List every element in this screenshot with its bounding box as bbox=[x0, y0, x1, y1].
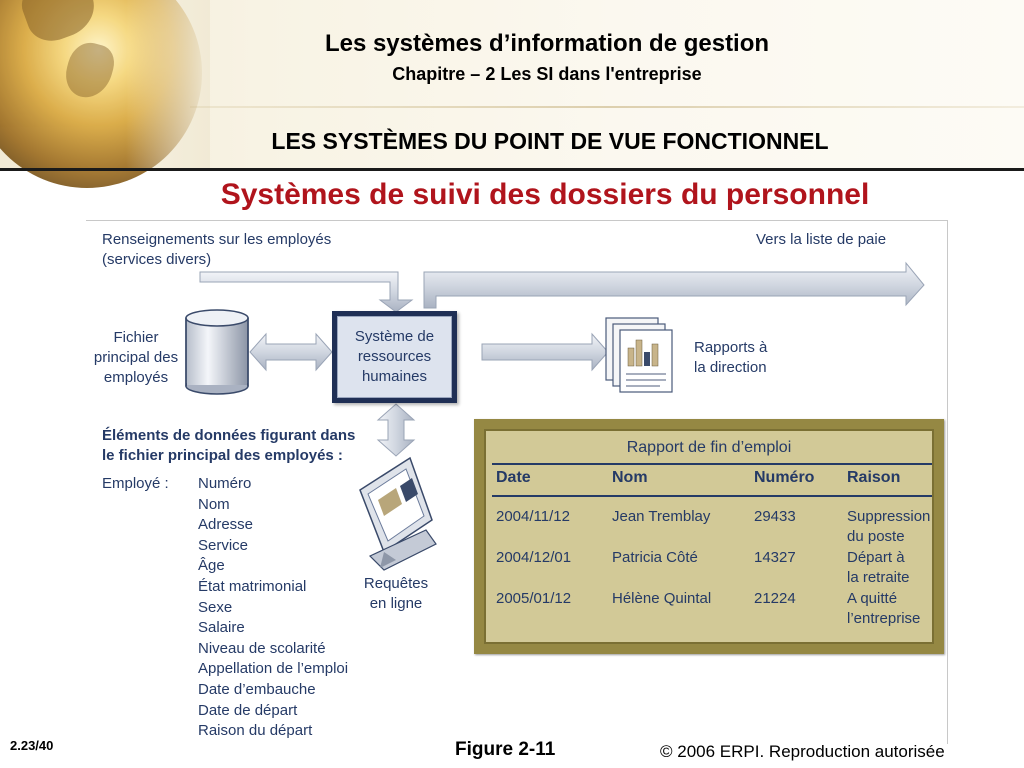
hr-system-label: Système de ressources humaines bbox=[337, 316, 452, 398]
report-column-header: Date bbox=[496, 469, 531, 486]
data-element-item: Âge bbox=[198, 557, 225, 575]
report-column-rule bbox=[492, 495, 932, 497]
report-cell-reason: Départ à la retraite bbox=[847, 549, 910, 586]
data-element-item: Adresse bbox=[198, 516, 254, 534]
header-divider-line bbox=[0, 168, 1024, 171]
presentation-title: Les systèmes d’information de gestion bbox=[324, 30, 770, 57]
data-element-item: Sexe bbox=[198, 598, 233, 616]
termination-report bbox=[474, 419, 944, 654]
report-title: Rapport de fin d’emploi bbox=[626, 439, 792, 456]
master-file-label: Fichier principal des employés bbox=[93, 329, 179, 386]
reports-label: Rapports à la direction bbox=[694, 339, 768, 376]
data-element-item: Salaire bbox=[198, 619, 245, 637]
chapter-subtitle: Chapitre – 2 Les SI dans l'entreprise bbox=[392, 64, 702, 84]
employee-label: Employé : bbox=[102, 475, 169, 492]
report-cell-name: Jean Tremblay bbox=[612, 508, 711, 525]
copyright-notice: © 2006 ERPI. Reproduction autorisée bbox=[660, 742, 945, 761]
report-cell-reason: A quitté l’entreprise bbox=[847, 590, 921, 627]
hr-system-box bbox=[332, 311, 457, 403]
report-cell-name: Hélène Quintal bbox=[612, 590, 712, 607]
report-column-header: Raison bbox=[847, 469, 901, 486]
data-element-item: Date de départ bbox=[198, 701, 298, 719]
report-cell-date: 2004/12/01 bbox=[496, 549, 572, 566]
report-cell-number: 29433 bbox=[754, 508, 796, 525]
report-column-header: Numéro bbox=[754, 469, 815, 486]
data-element-item: État matrimonial bbox=[198, 578, 307, 595]
data-element-item: Appellation de l’emploi bbox=[198, 660, 349, 678]
data-element-item: Numéro bbox=[198, 475, 252, 492]
termination-report-panel bbox=[484, 429, 934, 644]
online-queries-label: Requêtes en ligne bbox=[363, 575, 429, 612]
data-element-item: Service bbox=[198, 536, 249, 554]
page-number: 2.23/40 bbox=[10, 738, 54, 753]
report-header-rule bbox=[492, 463, 932, 465]
section-heading: LES SYSTÈMES DU POINT DE VUE FONCTIONNEL bbox=[271, 128, 829, 154]
input-info-label: Renseignements sur les employés (services divers) bbox=[102, 231, 332, 268]
report-column-header: Nom bbox=[612, 469, 648, 486]
report-cell-number: 21224 bbox=[754, 590, 796, 607]
data-element-item: Date d’embauche bbox=[198, 681, 316, 698]
data-element-item: Raison du départ bbox=[198, 722, 313, 740]
figure-caption: Figure 2-11 bbox=[455, 739, 556, 760]
report-cell-name: Patricia Côté bbox=[612, 549, 698, 566]
slide-title: Systèmes de suivi des dossiers du personnel bbox=[220, 178, 870, 211]
report-cell-date: 2004/11/12 bbox=[496, 508, 570, 525]
report-cell-reason: Suppression du poste bbox=[847, 508, 931, 545]
data-elements-title: Éléments de données figurant dans le fichier principal des employés : bbox=[102, 427, 356, 464]
data-element-item: Niveau de scolarité bbox=[198, 639, 326, 657]
report-cell-date: 2005/01/12 bbox=[496, 590, 572, 607]
header-separator bbox=[190, 106, 1024, 108]
payroll-label: Vers la liste de paie bbox=[756, 231, 887, 248]
data-element-item: Nom bbox=[198, 495, 230, 513]
report-cell-number: 14327 bbox=[754, 549, 796, 566]
